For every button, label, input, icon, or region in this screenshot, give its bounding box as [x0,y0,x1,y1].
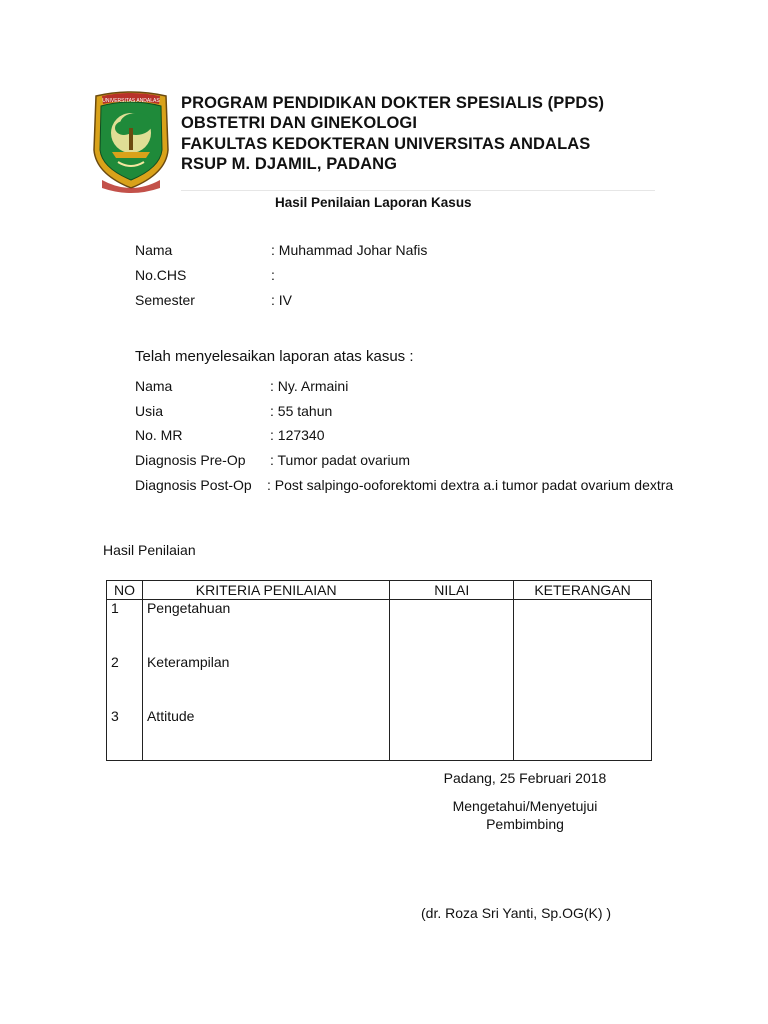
resident-chs-label: No.CHS [135,267,187,283]
table-row [107,654,652,708]
row-notes [514,708,652,761]
header-divider [181,190,655,191]
header-notes: KETERANGAN [514,581,652,600]
universitas-andalas-logo [88,88,174,196]
row-score [390,654,514,708]
resident-semester-value: : IV [271,292,293,308]
case-intro-text: Telah menyelesaikan laporan atas kasus : [135,348,414,365]
supervisor-name: (dr. Roza Sri Yanti, Sp.OG(K) ) [421,905,612,921]
diagnosis-preop-value: : Tumor padat ovarium [270,452,411,468]
patient-mr-label: No. MR [135,427,183,443]
row-no: 1 [107,600,143,655]
place-date: Padang, 25 Februari 2018 [443,770,607,786]
patient-mr-value: : 127340 [270,427,325,443]
header-criteria: KRITERIA PENILAIAN [142,581,389,600]
results-heading: Hasil Penilaian [103,542,196,558]
resident-chs-value: : [271,267,275,283]
document-title: Hasil Penilaian Laporan Kasus [275,195,472,210]
row-criteria: Keterampilan [142,654,389,708]
patient-age-value: : 55 tahun [270,403,333,419]
supervisor-role: Pembimbing [486,816,564,832]
row-no: 3 [107,708,143,761]
row-score [390,600,514,655]
grading-table [106,580,652,761]
approval-text: Mengetahui/Menyetujui [452,798,598,814]
header-no: NO [107,581,143,600]
resident-name-value: : Muhammad Johar Nafis [271,242,428,258]
header-line-ppds: PROGRAM PENDIDIKAN DOKTER SPESIALIS (PPDS) [181,94,605,112]
table-row [107,708,652,761]
table-header-row [107,581,652,600]
diagnosis-postop-label: Diagnosis Post-Op [135,477,252,493]
row-criteria: Pengetahuan [142,600,389,655]
header-line-faculty: FAKULTAS KEDOKTERAN UNIVERSITAS ANDALAS [181,135,591,153]
header-line-department: OBSTETRI DAN GINEKOLOGI [181,114,418,132]
patient-age-label: Usia [135,403,164,419]
row-score [390,708,514,761]
patient-name-value: : Ny. Armaini [270,378,349,394]
resident-semester-label: Semester [135,292,195,308]
row-notes [514,600,652,655]
header-line-hospital: RSUP M. DJAMIL, PADANG [181,155,398,173]
diagnosis-postop-value: : Post salpingo-ooforektomi dextra a.i tumor padat ovarium dextra [267,477,674,493]
row-notes [514,654,652,708]
diagnosis-preop-label: Diagnosis Pre-Op [135,452,246,468]
row-criteria: Attitude [142,708,389,761]
patient-name-label: Nama [135,378,173,394]
header-score: NILAI [390,581,514,600]
logo-text: UNIVERSITAS ANDALAS [102,98,160,104]
row-no: 2 [107,654,143,708]
resident-name-label: Nama [135,242,173,258]
table-row [107,600,652,655]
